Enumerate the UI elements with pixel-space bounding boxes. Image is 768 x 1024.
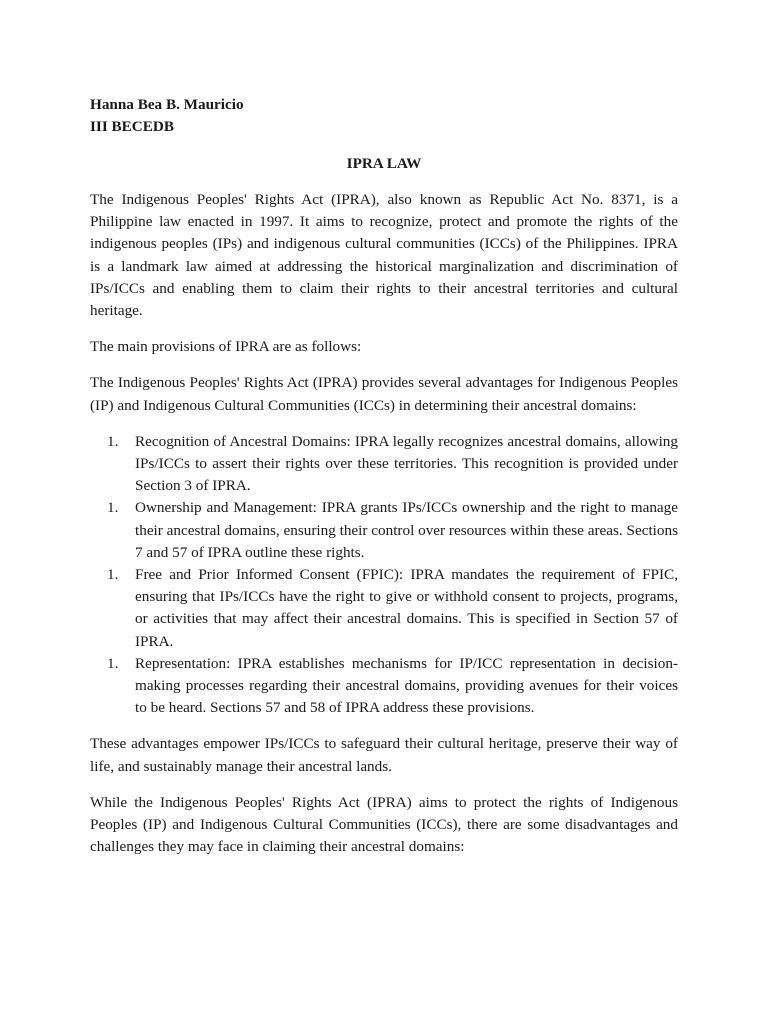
provisions-lead-paragraph: The main provisions of IPRA are as follows: — [90, 338, 362, 356]
list-item — [107, 431, 678, 498]
list-item — [107, 564, 678, 653]
advantages-paragraph: The Indigenous Peoples' Rights Act (IPRA) provides several advantages for Indigenous Peoples (IP) and Indigenous Cultural Communities (ICCs) in determining their ancestral domains: — [90, 374, 678, 414]
intro-paragraph: The Indigenous Peoples' Rights Act (IPRA), also known as Republic Act No. 8371, is a Philippine law enacted in 1997. It aims to recognize, protect and promote the rights of the indigenous peoples (IPs) and indigenous cultural communities (ICCs) of the Philippines. IPRA is a landmark law aimed at addressing the historical marginalization and discrimination of IPs/ICCs and enabling them to claim their rights to their ancestral territories and cultural heritage. — [90, 191, 678, 320]
list-item-text: Free and Prior Informed Consent (FPIC): IPRA mandates the requirement of FPIC, ensuring that IPs/ICCs have the right to give or withhold consent to projects, programs, or activities that may affect their ancestral domains. This is specified in Section 57 of IPRA. — [135, 566, 678, 650]
advantages-list — [90, 431, 678, 720]
disadvantages-lead-paragraph: While the Indigenous Peoples' Rights Act (IPRA) aims to protect the rights of Indigenous Peoples (IP) and Indigenous Cultural Communities (ICCs), there are some disadvantages and challenges they may face in claiming their ancestral domains: — [90, 793, 678, 856]
advantages-summary-paragraph: These advantages empower IPs/ICCs to safeguard their cultural heritage, preserve their way of life, and sustainably manage their ancestral lands. — [90, 735, 678, 775]
list-item-text: Ownership and Management: IPRA grants IPs/ICCs ownership and the right to manage their ancestral domains, ensuring their control over resources within these areas. Sections 7 and 57 of IPRA outline these rights. — [135, 499, 678, 561]
list-item-number: 1. — [107, 654, 119, 672]
author-name: Hanna Bea B. Mauricio — [90, 96, 244, 113]
document-title: IPRA LAW — [346, 155, 422, 172]
list-item-number: 1. — [107, 432, 119, 450]
list-item-number: 1. — [107, 566, 119, 584]
author-section: III BECEDB — [90, 118, 174, 135]
list-item — [107, 497, 678, 564]
list-item-number: 1. — [107, 499, 119, 517]
list-item-text: Recognition of Ancestral Domains: IPRA legally recognizes ancestral domains, allowing IPs/ICCs to assert their rights over these territories. This recognition is provided under Section 3 of IPRA. — [135, 432, 678, 495]
list-item — [107, 653, 678, 720]
list-item-text: Representation: IPRA establishes mechanisms for IP/ICC representation in decision-making processes regarding their ancestral domains, providing avenues for their voices to be heard. Sections 57 and 58 of IPRA address these provisions. — [135, 654, 678, 717]
